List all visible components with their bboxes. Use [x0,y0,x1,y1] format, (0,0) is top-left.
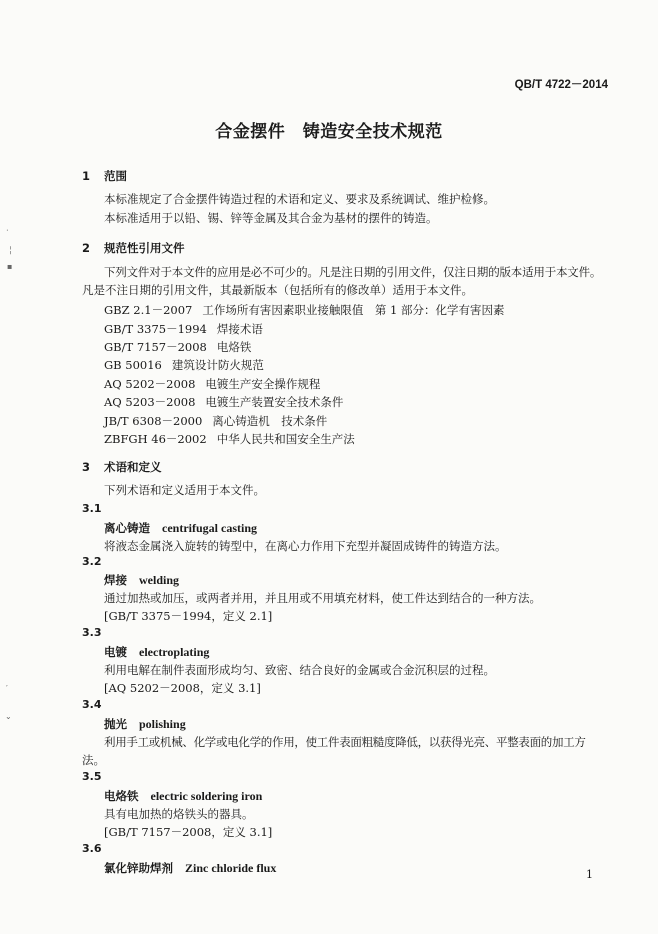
term-number: 3.5 [82,770,102,783]
section-1-heading: 1 范围 [82,169,127,183]
section-1-para-2: 本标准适用于以铅、锡、锌等金属及其合金为基材的摆件的铸造。 [104,211,438,225]
reference-item: GBZ 2.1－2007 工作场所有害因素职业接触限值 第 1 部分：化学有害因素 [104,303,505,317]
term-heading: 氯化锌助焊剂 Zinc chloride flux [104,861,277,875]
reference-item: AQ 5203－2008 电镀生产装置安全技术条件 [104,395,344,409]
term-definition: 将液态金属浇入旋转的铸型中，在离心力作用下充型并凝固成铸件的铸造方法。 [104,539,507,553]
reference-item: AQ 5202－2008 电镀生产安全操作规程 [104,377,321,391]
term-source: [GB/T 7157－2008，定义 3.1] [104,825,273,839]
reference-item: ZBFGH 46－2002 中华人民共和国安全生产法 [104,432,355,446]
section-2-heading: 2 规范性引用文件 [82,241,185,255]
term-heading: 电烙铁 electric soldering iron [104,789,263,803]
section-2-para-line-1: 下列文件对于本文件的应用是必不可少的。凡是注日期的引用文件，仅注日期的版本适用于本文件。 [104,265,602,279]
term-definition: 利用手工或机械、化学或电化学的作用，使工件表面粗糙度降低，以获得光亮、平整表面的加工方 [104,735,586,749]
standard-number: QB/T 4722－2014 [514,79,608,91]
scan-speck: ⌄ [5,712,12,721]
term-number: 3.1 [82,502,102,515]
term-heading: 焊接 welding [104,573,180,587]
section-2-para-line-2: 凡是不注日期的引用文件，其最新版本（包括所有的修改单）适用于本文件。 [82,283,473,297]
scan-speck: ⋅ [6,226,9,235]
term-definition: 利用电解在制件表面形成均匀、致密、结合良好的金属或合金沉积层的过程。 [104,663,495,677]
term-heading: 抛光 polishing [104,717,186,731]
term-heading: 离心铸造 centrifugal casting [104,521,257,535]
scan-speck: ╎ [8,246,13,255]
page-number: 1 [586,868,593,881]
term-number: 3.2 [82,555,102,568]
reference-item: GB/T 7157－2008 电烙铁 [104,340,252,354]
term-heading: 电镀 electroplating [104,645,210,659]
document-title: 合金摆件 铸造安全技术规范 [215,122,443,142]
term-definition: 通过加热或加压，或两者并用，并且用或不用填充材料，使工件达到结合的一种方法。 [104,591,541,605]
scan-speck: ′ [6,684,8,693]
term-number: 3.3 [82,626,102,639]
reference-item: JB/T 6308－2000 离心铸造机 技术条件 [104,414,328,428]
section-1-para-1: 本标准规定了合金摆件铸造过程的术语和定义、要求及系统调试、维护检修。 [104,192,495,206]
section-3-intro: 下列术语和定义适用于本文件。 [104,483,265,497]
section-3-heading: 3 术语和定义 [82,460,162,474]
term-definition: 具有电加热的烙铁头的器具。 [104,807,254,821]
reference-item: GB/T 3375－1994 焊接术语 [104,322,263,336]
term-number: 3.4 [82,698,102,711]
term-definition-cont: 法。 [82,753,105,767]
scan-speck: ▪ [7,262,13,271]
reference-item: GB 50016 建筑设计防火规范 [104,358,264,372]
term-source: [GB/T 3375－1994，定义 2.1] [104,609,273,623]
term-source: [AQ 5202－2008，定义 3.1] [104,681,261,695]
term-number: 3.6 [82,842,102,855]
